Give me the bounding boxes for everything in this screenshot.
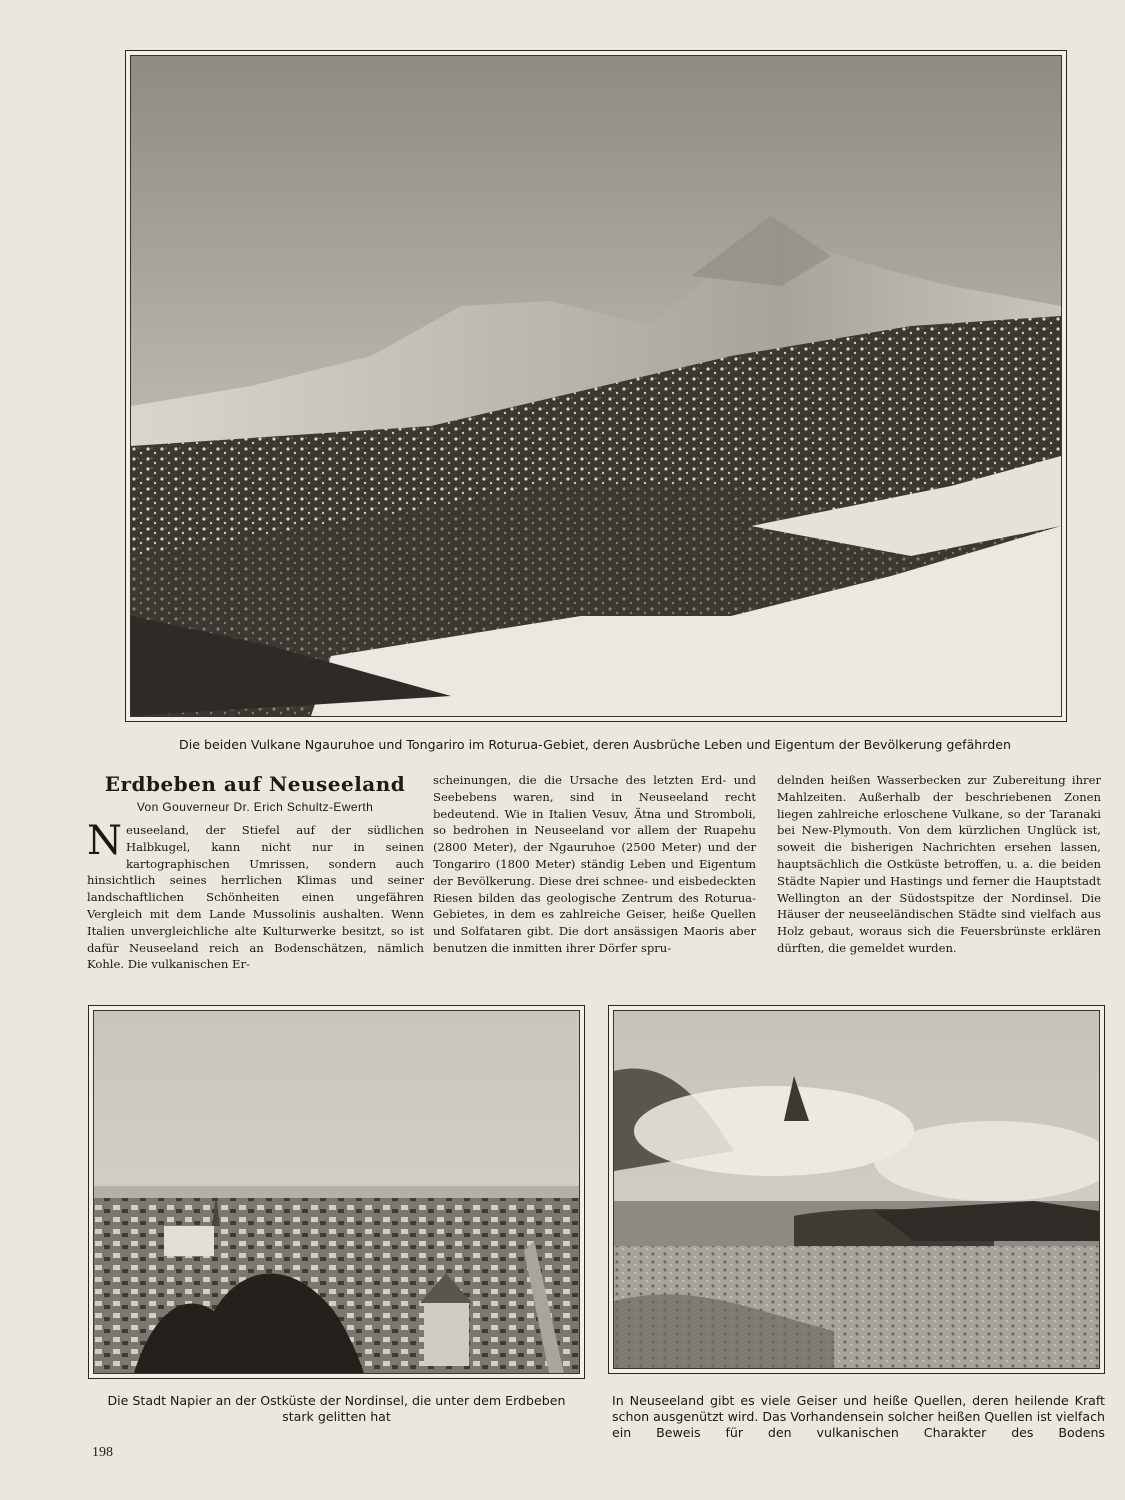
bottom-left-caption: Die Stadt Napier an der Ostküste der Nordinsel, die unter dem Erdbeben stark gelitten hat xyxy=(107,1393,566,1424)
drop-cap: N xyxy=(87,818,122,864)
page-number: 198 xyxy=(92,1445,113,1460)
bottom-left-photo-frame xyxy=(88,1005,585,1379)
column-2-text: scheinungen, die die Ursache des letzten Erd- und Seebebens waren, sind in Neuseeland recht bedeutend. Wie in Italien Vesuv, Ätna und Stromboli, so bedrohen in Neuseeland vor allem der Ruapehu (2800 Meter), der Ngauruhoe (2500 Meter) und der Tongariro (1800 Meter) ständig Leben und Eigentum der Bevölkerung. Diese drei schnee- und eisbedeckten Riesen bilden das geologische Zentrum des Roturua-Gebietes, in dem es zahlreiche Geiser, heiße Quellen und Solfataren gibt. Die dort ansässigen Maoris aber benutzen die inmitten ihrer Dörfer spru- xyxy=(433,773,756,955)
bottom-right-caption: In Neuseeland gibt es viele Geiser und heiße Quellen, deren heilende Kraft schon ausgenützt wird. Das Vorhandensein solcher heißen Quellen ist vielfach ein Beweis für den vulkanischen Charakter des Bodens xyxy=(612,1393,1105,1440)
article-column-1 xyxy=(87,818,424,982)
top-photo-caption: Die beiden Vulkane Ngauruhoe und Tongariro im Roturua-Gebiet, deren Ausbrüche Leben und Eigentum der Bevölkerung gefährden xyxy=(179,737,1011,752)
article-column-2 xyxy=(433,772,756,982)
article-column-3 xyxy=(777,772,1101,982)
volcano-photo xyxy=(130,55,1062,717)
napier-city-photo xyxy=(93,1010,580,1374)
column-1-text: euseeland, der Stiefel auf der südlichen Halbkugel, kann nicht nur in seinen kartographischen Umrissen, sondern auch hinsichtlich seines herrlichen Klimas und seiner landschaftlichen Schönheiten einen ungefähren Vergleich mit dem Lande Mussolinis aushalten. Wenn Italien unvergleichliche alte Kulturwerke besitzt, so ist dafür Neuseeland reich an Bodenschätzen, nämlich Kohle. Die vulkanischen Er- xyxy=(87,823,424,972)
top-photo-frame xyxy=(125,50,1067,722)
article-byline: Von Gouverneur Dr. Erich Schultz-Ewerth xyxy=(136,800,374,814)
bottom-right-photo-frame xyxy=(608,1005,1105,1374)
article-title: Erdbeben auf Neuseeland xyxy=(104,772,406,796)
column-3-text: delnden heißen Wasserbecken zur Zubereitung ihrer Mahlzeiten. Außerhalb der beschriebenen Zonen liegen zahlreiche erloschene Vulkane, so der Taranaki bei New-Plymouth. Von dem kürzlichen Unglück ist, soweit die bisherigen Nachrichten ersehen lassen, hauptsächlich die Ostküste betroffen, u. a. die beiden Städte Napier und Hastings und ferner die Hauptstadt Wellington an der Südostspitze der Nordinsel. Die Häuser der neuseeländischen Städte sind vielfach aus Holz gebaut, woraus sich die Feuersbrünste erklären dürften, die gemeldet wurden. xyxy=(777,773,1101,955)
geyser-photo xyxy=(613,1010,1100,1369)
